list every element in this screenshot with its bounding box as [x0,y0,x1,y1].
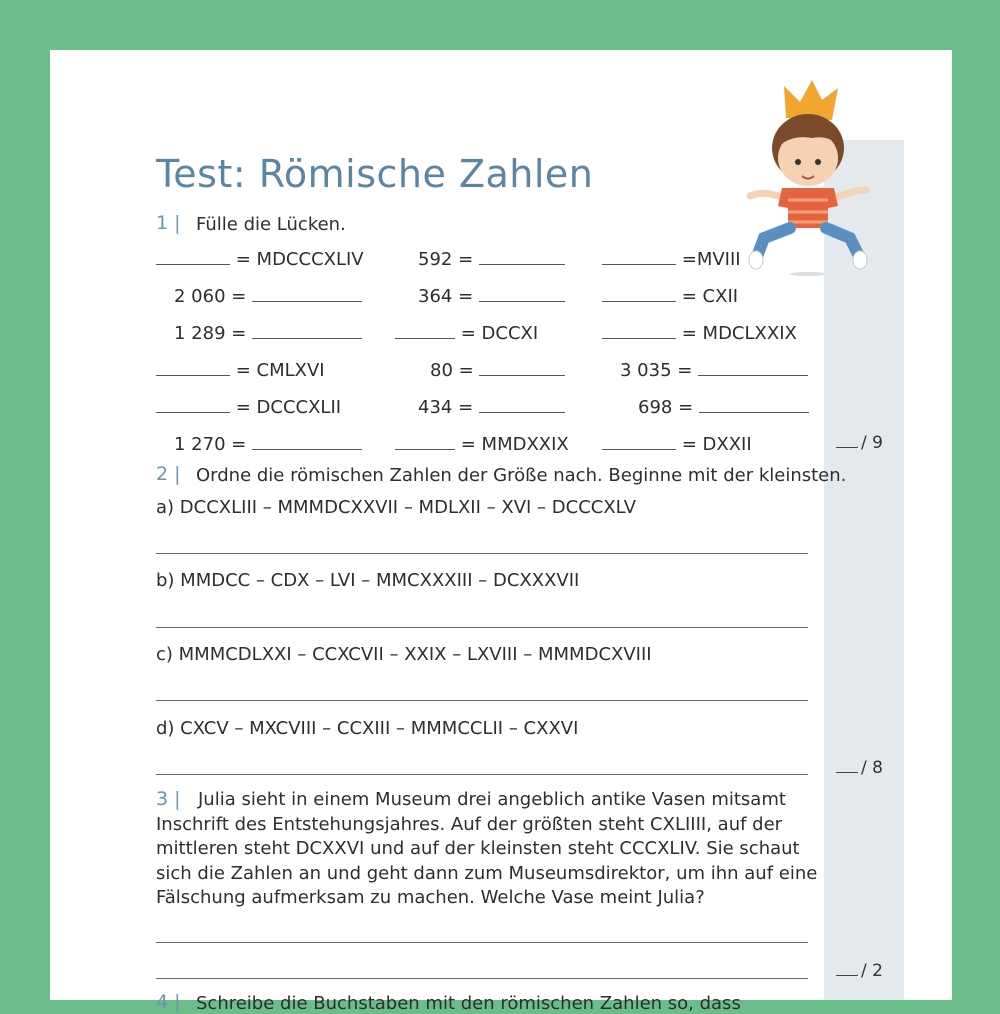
answer-blank[interactable] [479,246,565,265]
task-4-number: 4 | [156,991,181,1013]
task-2-instruction: Ordne die römischen Zahlen der Größe nach. Beginne mit der kleinsten. [196,465,847,486]
answer-line[interactable] [156,627,808,628]
answer-blank[interactable] [156,357,230,376]
answer-blank[interactable] [156,394,230,413]
answer-blank[interactable] [698,357,808,376]
task-1-instruction: Fülle die Lücken. [196,214,346,235]
fill-in-row: = DCCXI [395,320,538,344]
fill-in-row: 3 035 = [620,357,808,381]
sequence-item-b: b) MMDCC – CDX – LVI – MMCXXXIII – DCXXXVII [156,570,580,591]
fill-in-row: 434 = [418,394,565,418]
fill-in-row: =MVIII [602,246,741,270]
crown-icon [784,80,838,120]
fill-in-row: = CXII [602,283,738,307]
task-1-number: 1 | [156,212,181,234]
fill-in-row: = MDCLXXIX [602,320,797,344]
sequence-item-c: c) MMMCDLXXI – CCXCVII – XXIX – LXVIII – MMMDCXVIII [156,644,652,665]
answer-blank[interactable] [699,394,809,413]
score-blank[interactable] [836,975,858,976]
answer-blank[interactable] [479,357,565,376]
task-3-text: Julia sieht in einem Museum drei angeblich antike Vasen mitsamt Inschrift des Entstehungsjahres. Auf der größten steht CXLIIII, auf der mittleren steht DCXXVI und auf der kleinsten steht CCCXLIV. Sie schaut sich die Zahlen an und geht dann zum Museumsdirektor, um ihn auf eine Fälschung aufmerksam zu machen. Welche Vase meint Julia? [156,789,818,908]
fill-in-row: = DCCCXLII [156,394,341,418]
answer-blank[interactable] [395,431,455,450]
answer-blank[interactable] [252,283,362,302]
sequence-item-a: a) DCCXLIII – MMMDCXXVII – MDLXII – XVI – DCCCXLV [156,497,637,518]
fill-in-row: 2 060 = [174,283,362,307]
answer-blank[interactable] [602,283,676,302]
answer-line[interactable] [156,774,808,775]
fill-in-row: = MDCCCXLIV [156,246,364,270]
page-title: Test: Römische Zahlen [156,152,594,196]
task-2-score: / 8 [836,758,883,778]
answer-line[interactable] [156,700,808,701]
fill-in-row: 698 = [638,394,809,418]
fill-in-row: 80 = [430,357,565,381]
task-3-number: 3 | [156,788,181,810]
answer-blank[interactable] [602,246,676,265]
fill-in-row: = CMLXVI [156,357,325,381]
answer-blank[interactable] [156,246,230,265]
answer-line[interactable] [156,942,808,943]
answer-line[interactable] [156,553,808,554]
fill-in-row: = DXXII [602,431,752,455]
sequence-item-d: d) CXCV – MXCVIII – CCXIII – MMMCCLII – CXXVI [156,718,579,739]
fill-in-row: 1 289 = [174,320,362,344]
task-1-score: / 9 [836,433,883,453]
answer-blank[interactable] [252,320,362,339]
fill-in-row: 364 = [418,283,565,307]
worksheet [50,50,952,1014]
boy-with-crown-illustration [742,78,872,278]
answer-blank[interactable] [395,320,455,339]
answer-blank[interactable] [602,320,676,339]
answer-blank[interactable] [602,431,676,450]
fill-in-row: 1 270 = [174,431,362,455]
fill-in-row: 592 = [418,246,565,270]
fill-in-row: = MMDXXIX [395,431,569,455]
task-2-number: 2 | [156,463,181,485]
answer-blank[interactable] [479,394,565,413]
answer-blank[interactable] [252,431,362,450]
task-3-score: / 2 [836,961,883,981]
answer-line[interactable] [156,978,808,979]
score-blank[interactable] [836,772,858,773]
score-blank[interactable] [836,447,858,448]
task-4-text: Schreibe die Buchstaben mit den römischen Zahlen so, dass [196,993,741,1014]
answer-blank[interactable] [479,283,565,302]
